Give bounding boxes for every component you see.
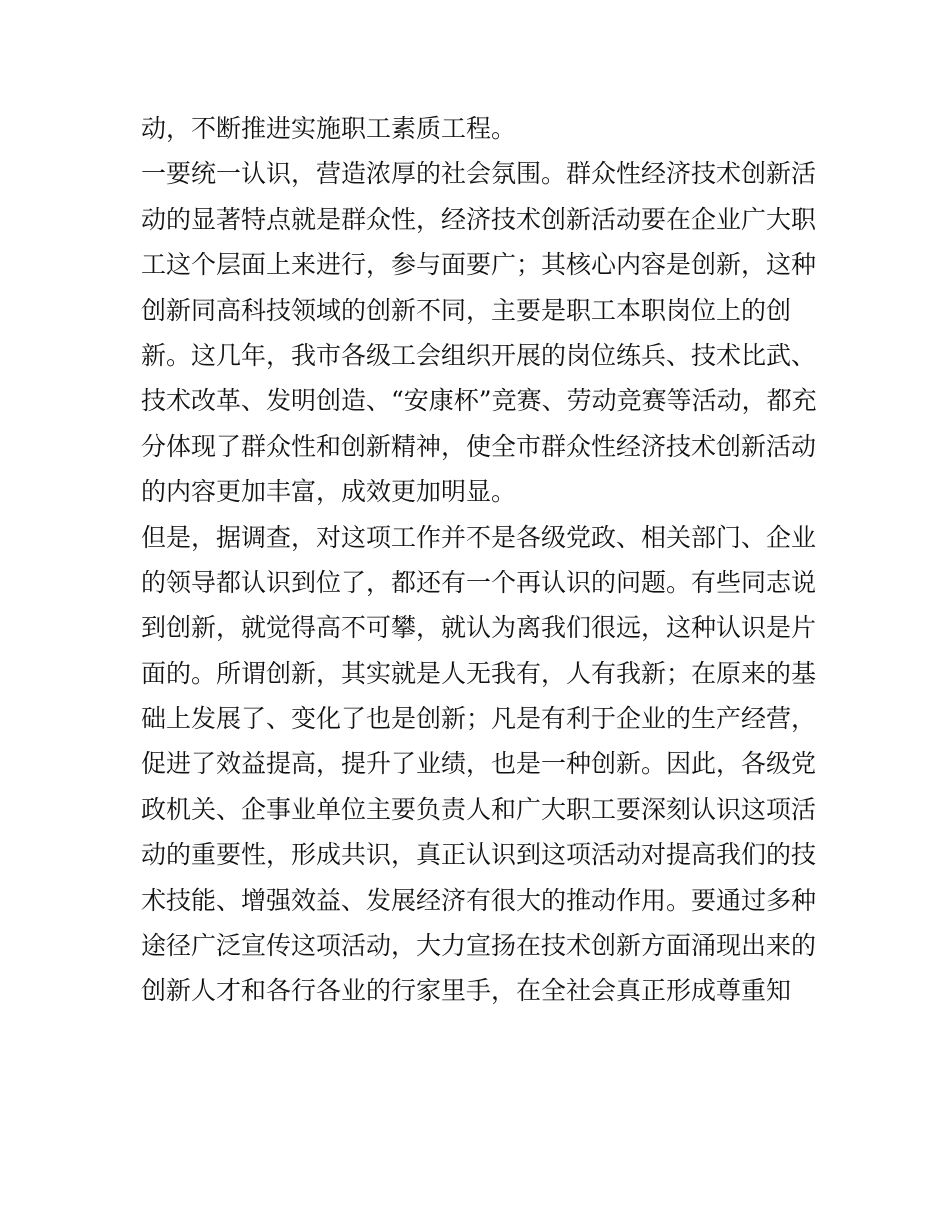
text-line: 动的显著特点就是群众性，经济技术创新活动要在企业广大职 bbox=[141, 204, 817, 234]
text-line: 创新同高科技领域的创新不同，主要是职工本职岗位上的创 bbox=[141, 295, 792, 325]
text-line: 一要统一认识，营造浓厚的社会氛围。群众性经济技术创新活 bbox=[141, 159, 817, 189]
text-line: 政机关、企事业单位主要负责人和广大职工要深刻认识这项活 bbox=[141, 794, 817, 824]
text-line: 但是，据调查，对这项工作并不是各级党政、相关部门、企业 bbox=[141, 522, 817, 552]
text-line: 途径广泛宣传这项活动，大力宣扬在技术创新方面涌现出来的 bbox=[141, 931, 817, 961]
text-line: 促进了效益提高，提升了业绩，也是一种创新。因此，各级党 bbox=[141, 749, 817, 779]
text-line: 新。这几年，我市各级工会组织开展的岗位练兵、技术比武、 bbox=[141, 340, 817, 370]
text-line: 础上发展了、变化了也是创新；凡是有利于企业的生产经营， bbox=[141, 704, 817, 734]
text-line: 动，不断推进实施职工素质工程。 bbox=[141, 114, 517, 143]
text-line: 分体现了群众性和创新精神，使全市群众性经济技术创新活动 bbox=[141, 431, 817, 461]
text-line: 动的重要性，形成共识，真正认识到这项活动对提高我们的技 bbox=[141, 840, 817, 870]
text-line: 的内容更加丰富，成效更加明显。 bbox=[141, 477, 517, 507]
text-line: 面的。所谓创新，其实就是人无我有，人有我新；在原来的基 bbox=[141, 658, 817, 688]
document-body bbox=[141, 106, 821, 1014]
text-line: 创新人才和各行各业的行家里手，在全社会真正形成尊重知 bbox=[141, 976, 792, 1006]
text-line: 工这个层面上来进行，参与面要广；其核心内容是创新，这种 bbox=[141, 250, 817, 280]
text-line: 技术改革、发明创造、“安康杯”竞赛、劳动竞赛等活动，都充 bbox=[141, 386, 817, 416]
text-line: 术技能、增强效益、发展经济有很大的推动作用。要通过多种 bbox=[141, 885, 817, 915]
text-line: 到创新，就觉得高不可攀，就认为离我们很远，这种认识是片 bbox=[141, 613, 817, 643]
text-line: 的领导都认识到位了，都还有一个再认识的问题。有些同志说 bbox=[141, 567, 817, 597]
